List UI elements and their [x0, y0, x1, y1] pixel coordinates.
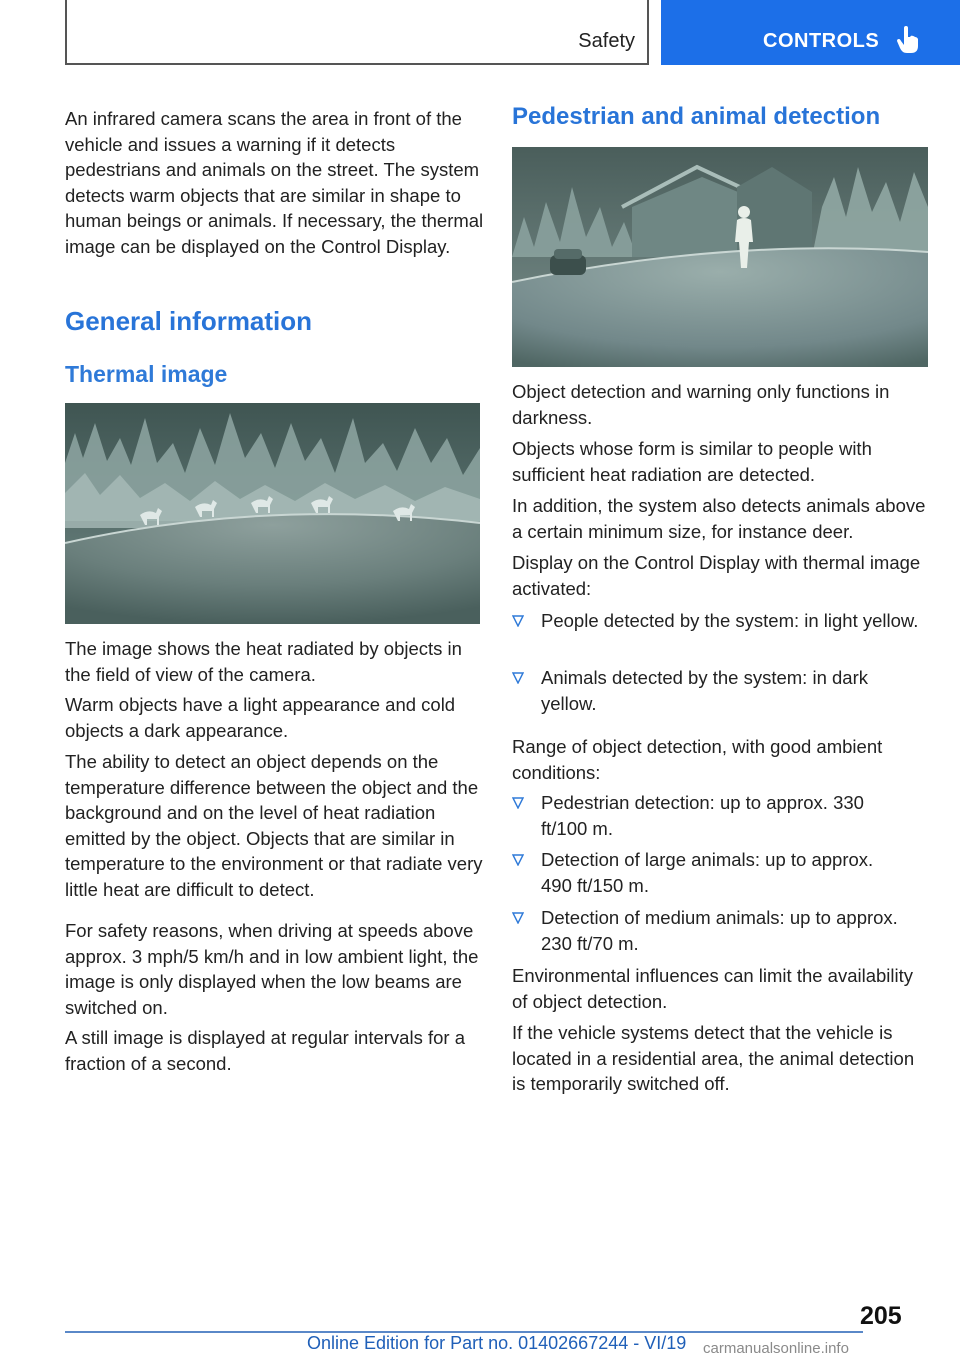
triangle-bullet-icon [512, 912, 524, 924]
list-item-text: Animals detected by the system: in dark yellow. [541, 667, 868, 714]
pointing-hand-icon [897, 26, 919, 54]
thermal-paragraph-1: The image shows the heat radiated by objects in the field of view of the camera. [65, 638, 462, 685]
list-item-text: Pedestrian detection: up to approx. 330 ft/100 m. [541, 792, 864, 839]
triangle-bullet-icon [512, 615, 524, 627]
list-item-text: People detected by the system: in light yellow. [541, 610, 919, 631]
detection-paragraph-4: Display on the Control Display with thermal image activated: [512, 552, 921, 599]
detection-paragraph-7: If the vehicle systems detect that the vehicle is located in a residential area, the animal detection is temporarily switched off. [512, 1022, 915, 1094]
thermal-paragraph-5: A still image is displayed at regular intervals for a fraction of a second. [65, 1027, 465, 1074]
header-section-box [65, 0, 649, 65]
header-chapter-title: CONTROLS [763, 30, 880, 52]
triangle-bullet-icon [512, 854, 524, 866]
header-chapter-tab[interactable] [661, 0, 960, 65]
intro-paragraph: An infrared camera scans the area in front of the vehicle and issues a warning if it detects pedestrians and animals on the street. The system detects warm objects that are similar in shape to human beings or animals. If necessary, the thermal image can be displayed on the Control Display. [65, 108, 484, 257]
detection-paragraph-6: Environmental influences can limit the availability of object detection. [512, 965, 914, 1012]
detection-paragraph-2: Objects whose form is similar to people with sufficient heat radiation are detected. [512, 438, 872, 485]
heading-thermal-image: Thermal image [65, 361, 228, 387]
page-number: 205 [860, 1302, 902, 1330]
heading-general-information: General information [65, 306, 313, 336]
triangle-bullet-icon [512, 672, 524, 684]
heading-pedestrian-animal-detection: Pedestrian and animal detection [512, 103, 881, 130]
thermal-paragraph-4: For safety reasons, when driving at speeds above approx. 3 mph/5 km/h and in low ambient light, the image is only displayed when the low beams are switched on. [65, 920, 479, 1018]
detection-paragraph-5: Range of object detection, with good ambient conditions: [512, 736, 883, 783]
list-item-text: Detection of large animals: up to approx. 490 ft/150 m. [541, 849, 874, 896]
watermark: carmanualsonline.info [703, 1340, 849, 1357]
list-item-text: Detection of medium animals: up to approx. 230 ft/70 m. [541, 907, 898, 954]
triangle-bullet-icon [512, 797, 524, 809]
thermal-paragraph-3: The ability to detect an object depends on the temperature difference between the object and the background and on the level of heat radiation emitted by the object. Objects that are similar in temperature to the environment or that radiate very little heat are difficult to detect. [65, 751, 483, 900]
pedestrian-detection-figure [512, 147, 928, 367]
detection-paragraph-1: Object detection and warning only functions in darkness. [512, 381, 890, 428]
footer-edition: Online Edition for Part no. 01402667244 - VI/19 [307, 1333, 687, 1353]
thermal-paragraph-2: Warm objects have a light appearance and cold objects a dark appearance. [65, 694, 456, 741]
thermal-image-figure [65, 403, 480, 624]
header-section-title: Safety [578, 30, 635, 52]
detection-paragraph-3: In addition, the system also detects animals above a certain minimum size, for instance deer. [512, 495, 926, 542]
